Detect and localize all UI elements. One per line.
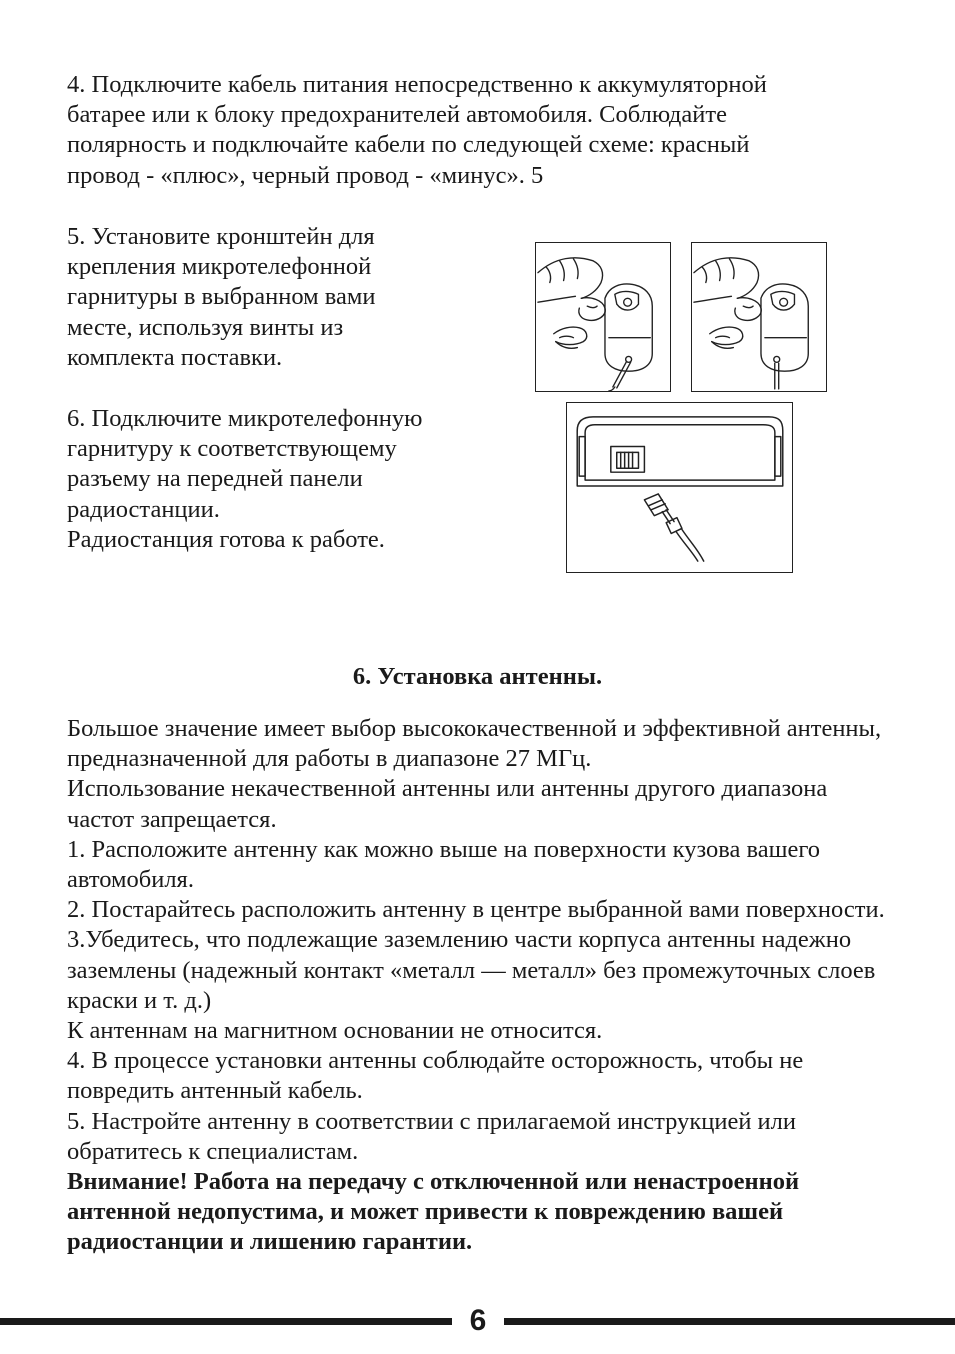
antenna-instructions <box>67 714 897 1258</box>
bracket-mount-illustration <box>535 242 671 392</box>
section-heading: 6. Установка антенны. <box>352 663 603 690</box>
bracket-screwdriver-icon <box>536 243 670 391</box>
page-number: 6 <box>469 1304 487 1337</box>
step-4-text: 4. Подключите кабель питания непосредственно к аккумуляторной батарее или к блоку предохранителей автомобиля. Соблюдайте полярность и подключайте кабели по следующей схеме: красный провод - «плюс», черный провод - «минус». 5 <box>67 71 767 189</box>
footer-rule-right <box>504 1318 955 1325</box>
step-6-text: 6. Подключите микротелефонную гарнитуру к соответствующему разъему на передней панели радиостанции. Радиостанция готова к работе. <box>67 405 423 553</box>
instruction-line: 5. Настройте антенну в соответствии с прилагаемой инструкцией или обратитесь к специалистам. <box>67 1107 797 1165</box>
step-5-text: 5. Установите кронштейн для крепления микротелефонной гарнитуры в выбранном вами месте, используя винты из комплекта поставки. <box>67 223 376 371</box>
footer-rule-left <box>0 1318 452 1325</box>
bracket-fixed-illustration <box>691 242 827 392</box>
rj45-connector-icon <box>567 403 792 572</box>
instruction-line: Большое значение имеет выбор высококачественной и эффективной антенны, предназначенной для работы в диапазоне 27 МГц. <box>67 715 882 773</box>
bracket-screw-icon <box>692 243 826 391</box>
connector-illustration <box>566 402 793 573</box>
instruction-line: К антеннам на магнитном основании не относится. <box>67 1017 603 1045</box>
instruction-line: 2. Постарайтесь расположить антенну в центре выбранной вами поверхности. <box>67 896 885 924</box>
instruction-line: 1. Расположите антенну как можно выше на поверхности кузова вашего автомобиля. <box>67 835 821 894</box>
instruction-line: 4. В процессе установки антенны соблюдайте осторожность, чтобы не повредить антенный кабель. <box>67 1047 804 1105</box>
instruction-line: Использование некачественной антенны или антенны другого диапазона частот запрещается. <box>67 775 828 833</box>
warning-text: Внимание! Работа на передачу с отключенной или ненастроенной антенной недопустима, и может привести к повреждению вашей радиостанции и лишению гарантии. <box>67 1168 800 1256</box>
instruction-line: 3.Убедитесь, что подлежащие заземлению части корпуса антенны надежно заземлены (надежный контакт «металл — металл» без промежуточных слоев краски и т. д.) <box>67 926 876 1014</box>
